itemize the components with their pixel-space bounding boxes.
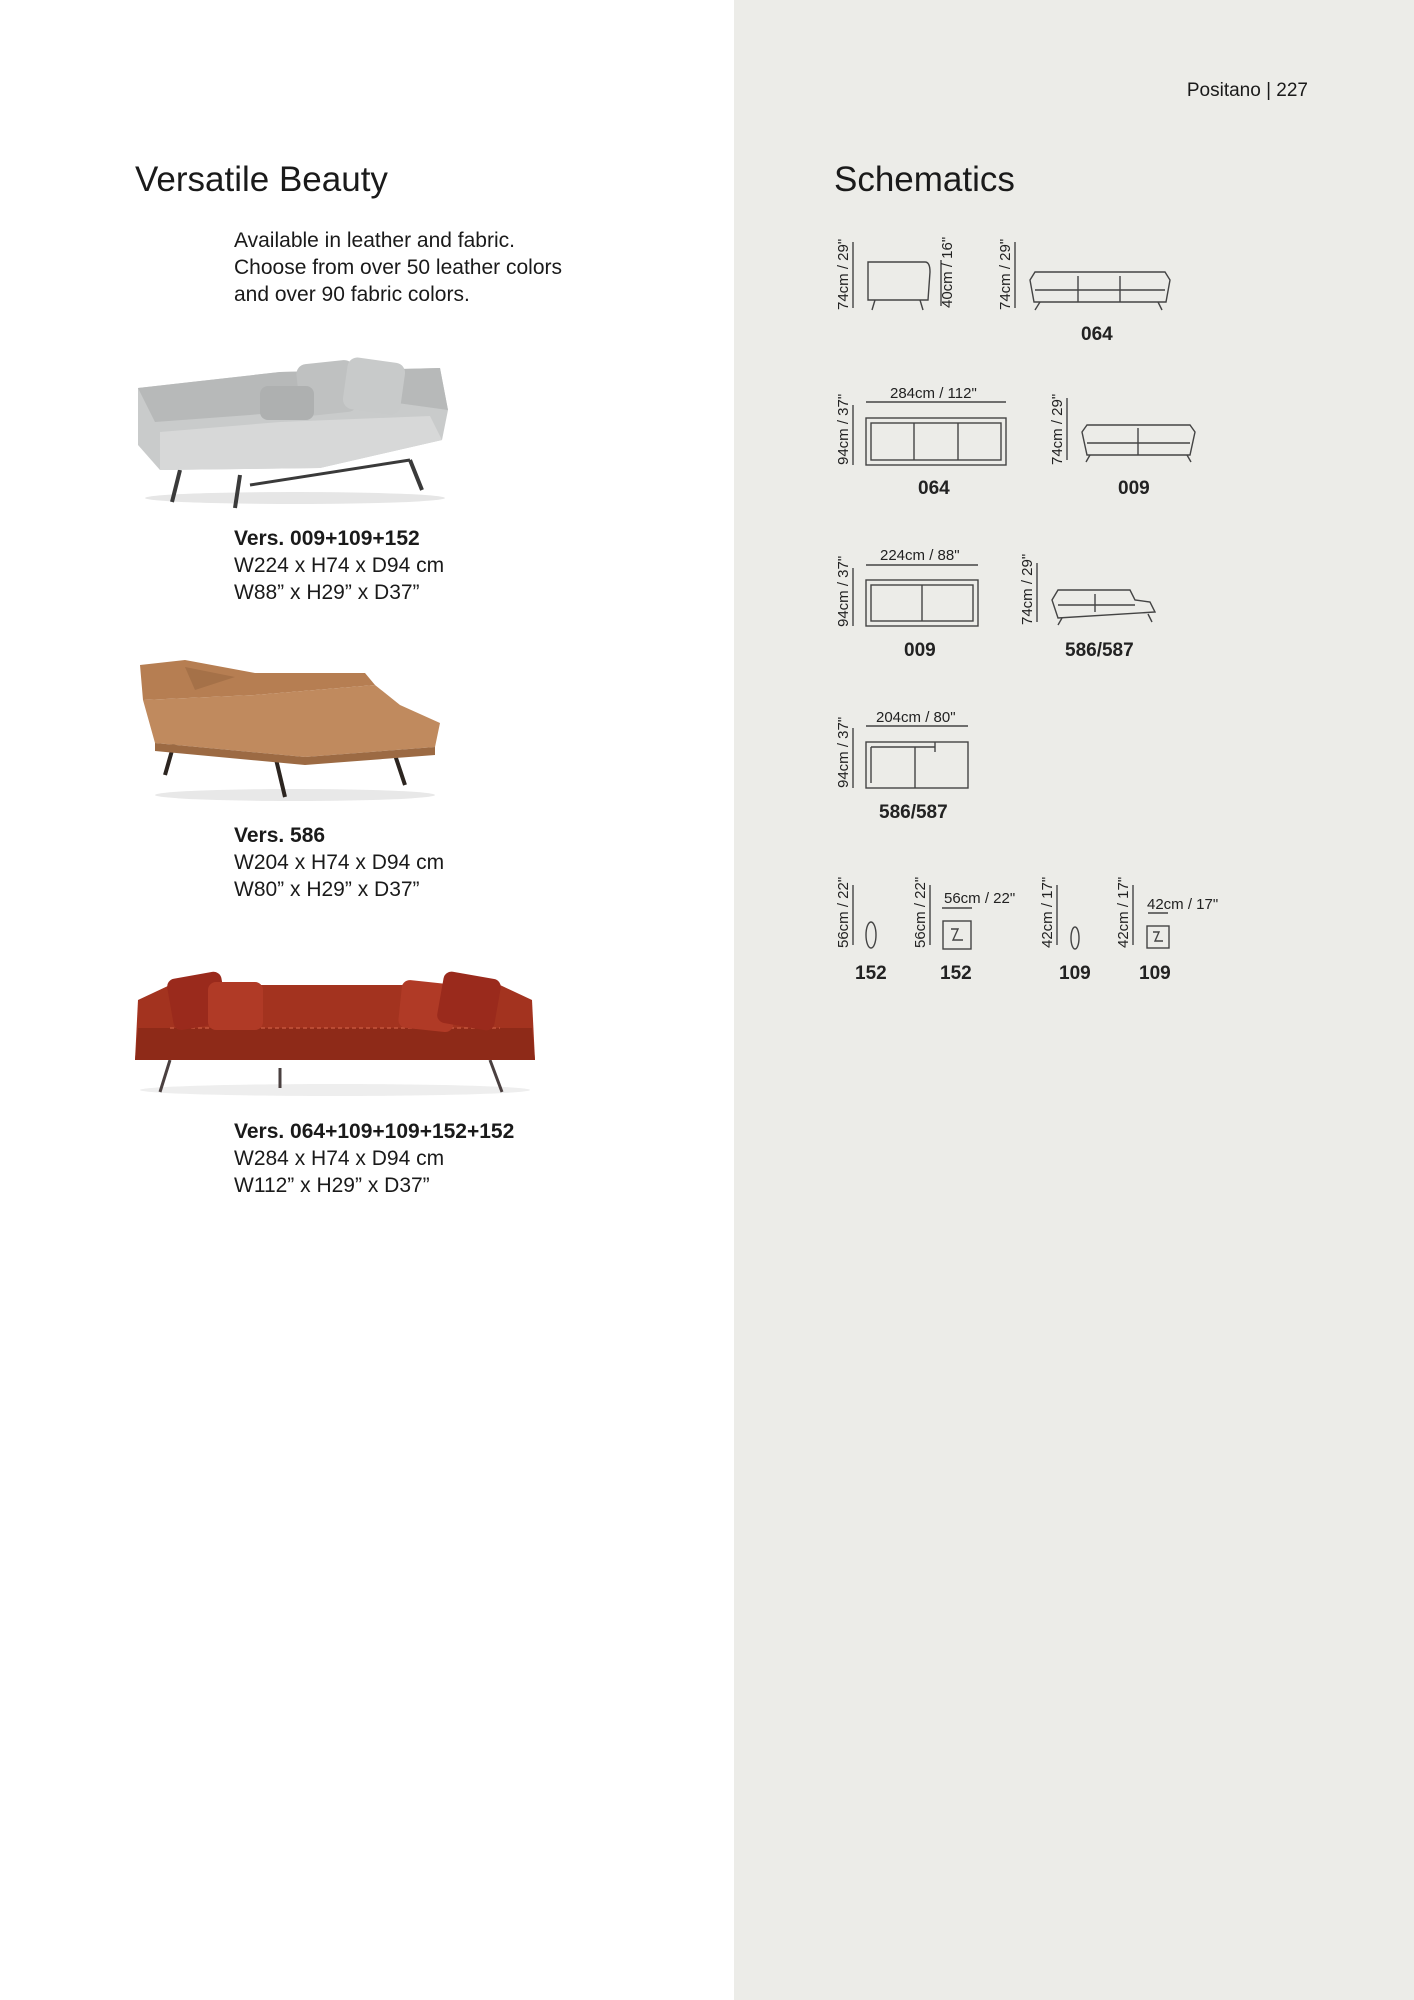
dim-label: 94cm / 37" bbox=[835, 393, 852, 465]
dim-label: 74cm / 29" bbox=[1019, 553, 1036, 625]
product-dimensions-imperial: W88” x H29” x D37” bbox=[234, 581, 420, 604]
dim-label: 42cm / 17" bbox=[1115, 876, 1132, 948]
product-name: Vers. 009+109+152 bbox=[234, 527, 420, 550]
dim-label: 74cm / 29" bbox=[997, 238, 1014, 310]
dim-label: 56cm / 22" bbox=[944, 890, 1016, 907]
model-code: 109 bbox=[1139, 963, 1171, 984]
section-title: Versatile Beauty bbox=[135, 160, 388, 199]
product-name: Vers. 064+109+109+152+152 bbox=[234, 1120, 515, 1143]
dim-label: 224cm / 88" bbox=[880, 547, 960, 564]
dim-label: 74cm / 29" bbox=[835, 238, 852, 310]
schematics-title: Schematics bbox=[834, 160, 1015, 199]
product-dimensions-metric: W204 x H74 x D94 cm bbox=[234, 851, 445, 874]
model-code: 152 bbox=[855, 963, 887, 984]
model-code: 064 bbox=[1081, 324, 1113, 345]
dim-label: 42cm / 17" bbox=[1147, 896, 1219, 913]
dim-label: 284cm / 112" bbox=[890, 385, 977, 402]
model-code: 152 bbox=[940, 963, 972, 984]
model-code: 586/587 bbox=[1065, 640, 1134, 661]
dim-label: 74cm / 29" bbox=[1049, 393, 1066, 465]
dim-label: 204cm / 80" bbox=[876, 709, 956, 726]
dim-label: 42cm / 17" bbox=[1039, 876, 1056, 948]
product-name: Vers. 586 bbox=[234, 824, 326, 847]
model-code: 009 bbox=[904, 640, 936, 661]
dim-label: 94cm / 37" bbox=[835, 555, 852, 627]
dim-label: 94cm / 37" bbox=[835, 716, 852, 788]
dim-label: 56cm / 22" bbox=[835, 876, 852, 948]
intro-line: Available in leather and fabric. bbox=[234, 229, 515, 252]
model-code: 064 bbox=[918, 478, 950, 499]
model-code: 109 bbox=[1059, 963, 1091, 984]
page-number: Positano | 227 bbox=[1186, 80, 1308, 101]
dim-label: 40cm / 16" bbox=[939, 236, 956, 308]
intro-line: and over 90 fabric colors. bbox=[234, 283, 470, 306]
dim-label: 56cm / 22" bbox=[912, 876, 929, 948]
intro-line: Choose from over 50 leather colors bbox=[234, 256, 562, 279]
product-dimensions-imperial: W112” x H29” x D37” bbox=[234, 1174, 430, 1197]
model-code: 586/587 bbox=[879, 802, 948, 823]
product-dimensions-imperial: W80” x H29” x D37” bbox=[234, 878, 420, 901]
model-code: 009 bbox=[1118, 478, 1150, 499]
product-dimensions-metric: W284 x H74 x D94 cm bbox=[234, 1147, 445, 1170]
product-dimensions-metric: W224 x H74 x D94 cm bbox=[234, 554, 445, 577]
